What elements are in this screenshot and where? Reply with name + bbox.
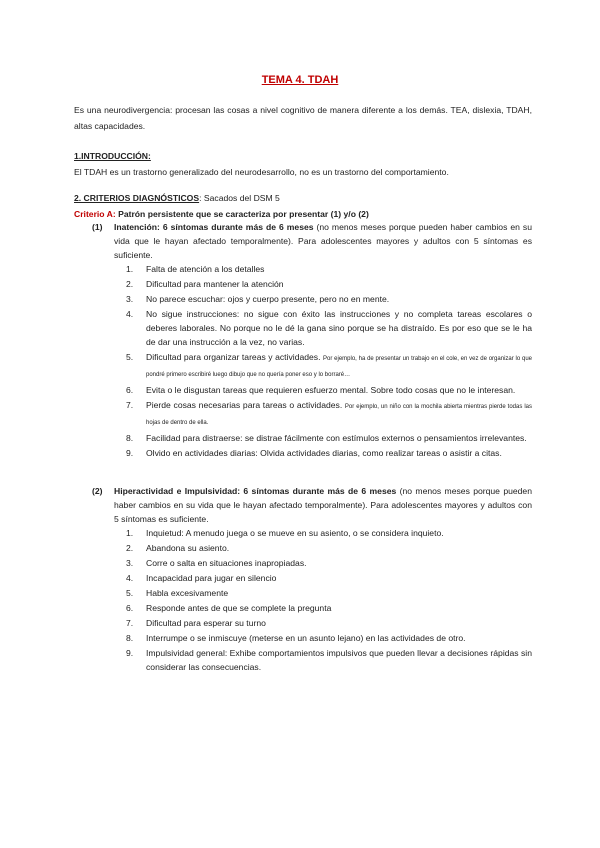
item-text: Dificultad para organizar tareas y actividades. [146,352,324,362]
item-text: Interrumpe o se inmiscuye (meterse en un asunto lejano) en las actividades de otro. [146,633,466,643]
group-lead: Inatención: 6 síntomas durante más de 6 meses [114,222,314,232]
item-text: Dificultad para mantener la atención [146,279,284,289]
list-item [126,383,532,397]
group-number: (1) [92,222,103,232]
item-text: Impulsividad general: Exhibe comportamientos impulsivos que pueden llevar a decisiones rápidas sin considerar las consecuencias. [146,648,532,672]
group-intro [114,484,532,526]
group-hiperactividad [92,484,532,526]
section-heading-criterios: 2. CRITERIOS DIAGNÓSTICOS [74,193,200,203]
item-number: 3. [126,294,134,304]
section-heading-introduccion: 1.INTRODUCCIÓN: [74,151,151,161]
page-title: TEMA 4. TDAH [261,74,339,86]
item-number: 1. [126,264,134,274]
item-number: 2. [126,543,134,553]
list-item [126,526,532,540]
item-text: Olvido en actividades diarias: Olvida actividades diarias, como realizar tareas o asistir a citas. [146,448,502,458]
item-text: Facilidad para distraerse: se distrae fácilmente con estímulos externos o pensamientos irrelevantes. [146,433,527,443]
item-text: No parece escuchar: ojos y cuerpo presente, pero no en mente. [146,294,390,304]
list-item [126,631,532,645]
item-text: Responde antes de que se complete la pregunta [146,603,332,613]
item-note: Por ejemplo, un niño con la mochila abierta mientras pierde todas las hojas de dentro de ella. [146,404,532,426]
list-item [126,556,532,570]
list-item [126,586,532,600]
section-criterios [74,190,532,222]
item-number: 3. [126,558,134,568]
item-number: 4. [126,309,134,319]
list-item [126,350,533,382]
item-number: 2. [126,279,134,289]
section-text-introduccion: El TDAH es un trastorno generalizado del neurodesarrollo, no es un trastorno del comportamiento. [74,167,449,177]
list-item [126,446,532,460]
group-rest: (no menos meses porque pueden haber cambios en su vida que le hayan afectado temporalmente). Para adolescentes mayores y adultos con 5 síntomas es suficiente. [114,222,532,260]
list-item [126,646,532,674]
item-text: Abandona su asiento. [146,543,230,553]
list-item [126,571,532,585]
item-number: 4. [126,573,134,583]
list-item [126,541,532,555]
group-inatencion [92,220,532,262]
item-text: Corre o salta en situaciones inapropiadas. [146,558,307,568]
item-number: 6. [126,385,134,395]
item-text: Pierde cosas necesarias para tareas o actividades. [146,400,345,410]
section-introduccion [74,148,532,180]
item-text: Falta de atención a los detalles [146,264,265,274]
list-item [126,307,532,349]
group-rest: (no menos meses porque pueden haber cambios en su vida que le hayan afectado temporalmente). Para adolescentes mayores y adultos con 5 síntomas es suficiente. [114,486,532,524]
item-number: 7. [126,618,134,628]
item-text: Dificultad para esperar su turno [146,618,266,628]
criterio-a-text: Patrón persistente que se caracteriza por presentar (1) y/o (2) [115,209,369,219]
item-text: Habla excesivamente [146,588,229,598]
list-item [126,431,532,445]
list-item [126,601,532,615]
list-item [126,616,532,630]
inatencion-list [126,262,533,461]
item-number: 8. [126,433,134,443]
item-text: Incapacidad para jugar en silencio [146,573,277,583]
hiperactividad-list [126,526,532,675]
section-heading-criterios-line [74,190,532,206]
item-number: 8. [126,633,134,643]
item-text: Inquietud: A menudo juega o se mueve en su asiento, o se considera inquieto. [146,528,444,538]
item-number: 7. [126,400,134,410]
section-heading-suffix: : Sacados del DSM 5 [199,193,280,203]
item-number: 5. [126,352,134,362]
item-number: 1. [126,528,134,538]
group-intro [114,220,532,262]
list-item [126,262,532,276]
group-number: (2) [92,486,103,496]
item-text: No sigue instrucciones: no sigue con éxito las instrucciones y no completa tareas escolares o deberes laborales. No porque no le dé la gana sino porque se ha distraído. Es por eso que se le ha de dar una instrucción a la vez, no varias. [146,309,532,347]
criterio-a-label: Criterio A: [74,209,116,219]
item-note: Por ejemplo, ha de presentar un trabajo en el cole, en vez de organizar lo que pondré primero escribiré luego dibujo que no quería poner eso y lo borraré… [146,356,533,378]
item-number: 5. [126,588,134,598]
item-number: 9. [126,648,134,658]
intro-paragraph: Es una neurodivergencia: procesan las cosas a nivel cognitivo de manera diferente a los demás. TEA, dislexia, TDAH, altas capacidades. [74,105,532,131]
list-item [126,292,532,306]
item-text: Evita o le disgustan tareas que requieren esfuerzo mental. Sobre todo cosas que no le interesan. [146,385,516,395]
item-number: 6. [126,603,134,613]
item-number: 9. [126,448,134,458]
list-item [126,398,532,430]
group-lead: Hiperactividad e Impulsividad: 6 síntomas durante más de 6 meses [114,486,397,496]
list-item [126,277,532,291]
